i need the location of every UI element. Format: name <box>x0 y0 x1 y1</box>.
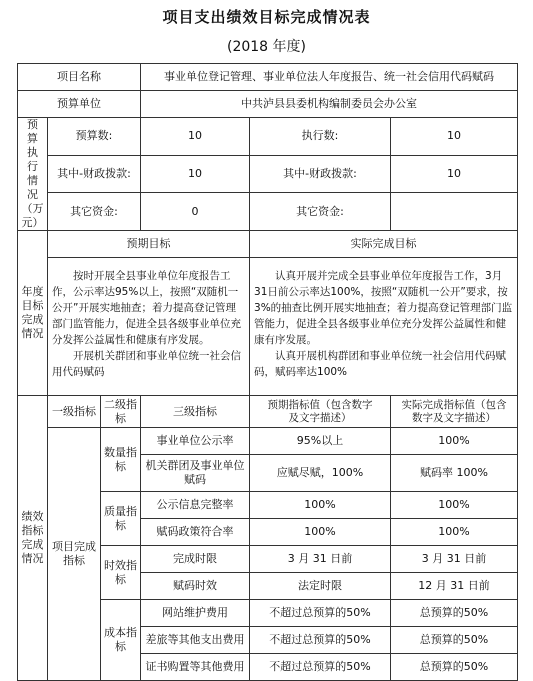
indicator-name: 完成时限 <box>141 546 250 573</box>
budget-unit-value: 中共泸县县委机构编制委员会办公室 <box>141 91 518 118</box>
fiscal-allocation-value: 10 <box>141 155 250 193</box>
budget-unit-label: 预算单位 <box>18 91 141 118</box>
actual-goal-text: 认真开展并完成全县事业单位年度报告工作，3月31日前公示率达100%，按照“双随机一公开”要求，按3%的抽查比例开展实地抽查；着力提高登记管理部门监管能力，促进全县各级事业单位充分发挥公益属性和健康有序发展。 认真开展机构群团和事业单位统一社会信用代码赋码，赋码率达100% <box>250 258 518 396</box>
actual-value-header: 实际完成指标值（包含 数字及文字描述） <box>391 396 518 428</box>
level1-header: 一级指标 <box>48 396 101 428</box>
indicator-planned: 100% <box>250 519 391 546</box>
performance-table <box>17 63 518 681</box>
level2-header: 二级指标 <box>101 396 141 428</box>
project-name-value: 事业单位登记管理、事业单位法人年度报告、统一社会信用代码赋码 <box>141 64 518 91</box>
planned-goal-header: 预期目标 <box>48 231 250 258</box>
executed-fiscal-allocation-value: 10 <box>391 155 518 193</box>
document-title: 项目支出绩效目标完成情况表 <box>162 8 371 26</box>
indicator-planned: 应赋尽赋，100% <box>250 455 391 492</box>
planned-goal-text: 按时开展全县事业单位年度报告工作，公示率达95%以上，按照“双随机一公开”开展实地抽查；着力提高登记管理部门监管能力，促进全县各级事业单位充分发挥公益属性和健康有序发展。 开展机关群团和事业单位统一社会信用代码赋码 <box>48 258 250 396</box>
level1-value: 项目完成 指标 <box>48 428 101 681</box>
indicator-name: 机关群团及事业单位 赋码 <box>141 455 250 492</box>
indicator-planned: 法定时限 <box>250 573 391 600</box>
budget-amount-value: 10 <box>141 118 250 156</box>
indicator-planned: 不超过总预算的50% <box>250 627 391 654</box>
indicator-name: 赋码时效 <box>141 573 250 600</box>
indicator-actual: 100% <box>391 428 518 455</box>
indicator-planned: 不超过总预算的50% <box>250 600 391 627</box>
annual-goal-side-label: 年度 目标 完成 情况 <box>18 231 48 396</box>
execution-amount-value: 10 <box>391 118 518 156</box>
indicator-actual: 100% <box>391 519 518 546</box>
other-funds-label: 其它资金: <box>48 193 141 231</box>
indicator-actual: 赋码率 100% <box>391 455 518 492</box>
planned-value-header: 预期指标值（包含数字 及文字描述） <box>250 396 391 428</box>
indicator-actual: 3 月 31 日前 <box>391 546 518 573</box>
indicator-name: 赋码政策符合率 <box>141 519 250 546</box>
fiscal-allocation-label: 其中-财政拨款: <box>48 155 141 193</box>
indicator-planned: 不超过总预算的50% <box>250 654 391 681</box>
indicator-planned: 100% <box>250 492 391 519</box>
other-funds-value: 0 <box>141 193 250 231</box>
project-name-label: 项目名称 <box>18 64 141 91</box>
group-quantity: 数量指标 <box>101 428 141 492</box>
document-year: (2018 年度) <box>226 39 306 55</box>
executed-other-funds-label: 其它资金: <box>250 193 391 231</box>
executed-fiscal-allocation-label: 其中-财政拨款: <box>250 155 391 193</box>
group-quality: 质量指标 <box>101 492 141 546</box>
actual-goal-header: 实际完成目标 <box>250 231 518 258</box>
performance-side-label: 绩效 指标 完成 情况 <box>18 396 48 681</box>
indicator-actual: 总预算的50% <box>391 654 518 681</box>
budget-amount-label: 预算数: <box>48 118 141 156</box>
indicator-actual: 总预算的50% <box>391 627 518 654</box>
group-cost: 成本指标 <box>101 600 141 681</box>
budget-execution-side-label: 预 算 执 行 情 况 （万 元） <box>18 118 48 231</box>
indicator-name: 事业单位公示率 <box>141 428 250 455</box>
indicator-name: 差旅等其他支出费用 <box>141 627 250 654</box>
indicator-actual: 总预算的50% <box>391 600 518 627</box>
indicator-name: 网站维护费用 <box>141 600 250 627</box>
indicator-name: 证书购置等其他费用 <box>141 654 250 681</box>
group-timeliness: 时效指标 <box>101 546 141 600</box>
indicator-actual: 100% <box>391 492 518 519</box>
executed-other-funds-value <box>391 193 518 231</box>
indicator-actual: 12 月 31 日前 <box>391 573 518 600</box>
indicator-name: 公示信息完整率 <box>141 492 250 519</box>
indicator-planned: 95%以上 <box>250 428 391 455</box>
indicator-planned: 3 月 31 日前 <box>250 546 391 573</box>
level3-header: 三级指标 <box>141 396 250 428</box>
execution-amount-label: 执行数: <box>250 118 391 156</box>
